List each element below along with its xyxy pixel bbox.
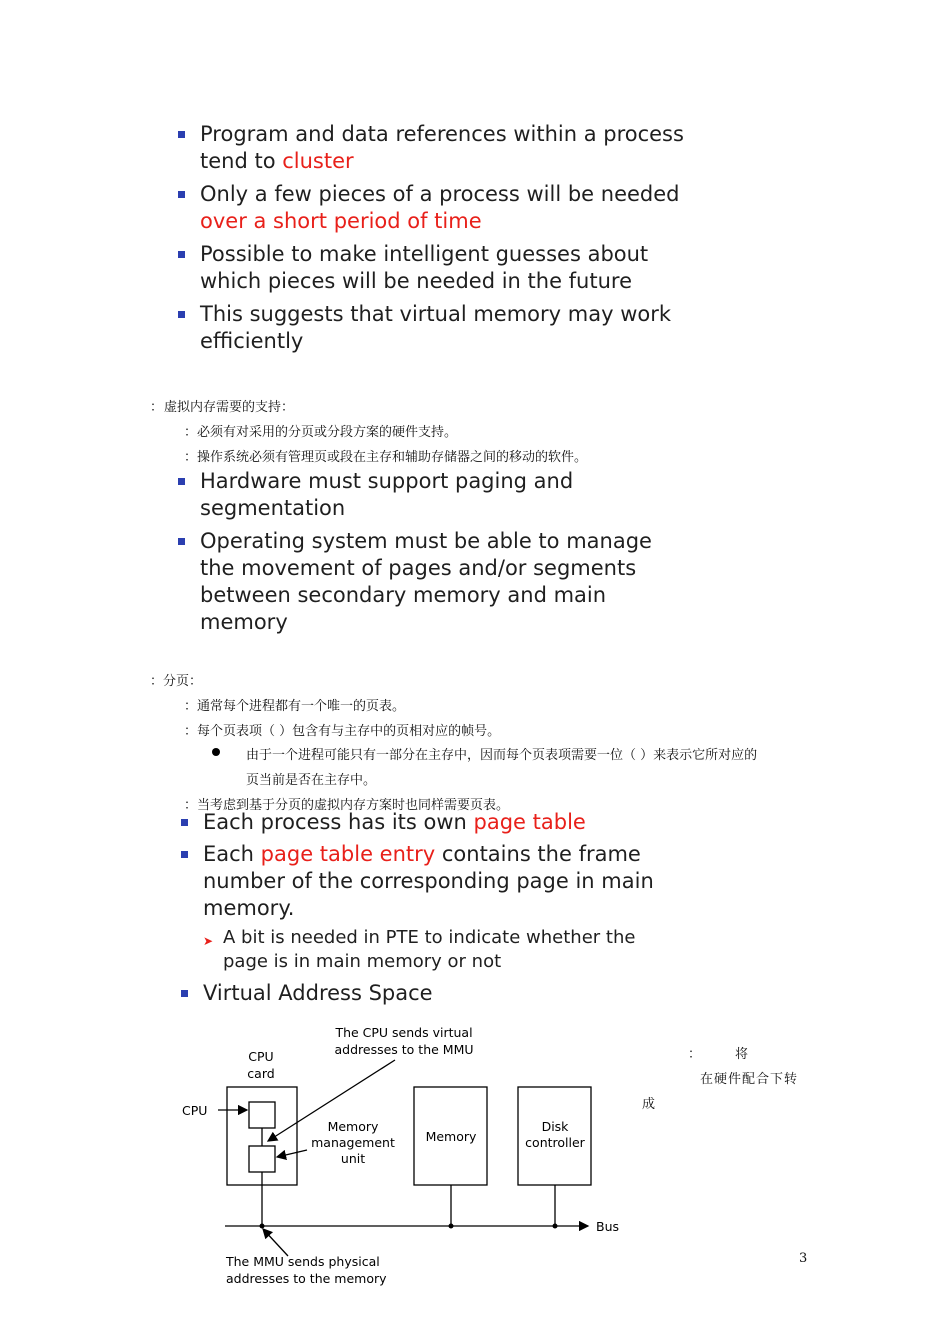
bullet-item [178, 528, 698, 636]
bullet-item [178, 468, 698, 522]
disk-controller-label: controller [525, 1135, 585, 1150]
bullet-item [178, 301, 698, 355]
side-note-mark: ： [688, 1047, 702, 1062]
bullet-item [181, 841, 701, 974]
bullet-text: which pieces will be needed in the future [200, 269, 632, 293]
square-bullet-icon [178, 538, 185, 545]
dot-item-line: 由于一个进程可能只有一部分在主存中，因而每个页表项需要一位（ ）来表示它所对应的 [246, 748, 758, 763]
bullet-text: This suggests that virtual memory may work [200, 302, 672, 326]
bullet-item [178, 181, 698, 235]
sub-bullet-item [203, 926, 701, 974]
square-bullet-icon [178, 131, 185, 138]
square-bullet-icon [178, 478, 185, 485]
square-bullet-icon [181, 819, 188, 826]
bullet-item [178, 121, 698, 175]
square-bullet-icon [178, 311, 185, 318]
mmu-label: Memory [327, 1119, 379, 1134]
slide-excerpt-requirements [178, 468, 698, 636]
bullet-text: efficiently [200, 329, 304, 353]
cpu-card-label: card [247, 1066, 275, 1081]
bullet-text: memory [200, 610, 288, 634]
bullet-text: tend to cluster [200, 149, 354, 173]
bullet-text: Operating system must be able to manage [200, 529, 652, 553]
bullet-text-highlight: over a short period of time [200, 209, 482, 233]
bullet-text: number of the corresponding page in main [203, 869, 654, 893]
section-heading: ：分页： [150, 674, 203, 689]
bottom-note: addresses to the memory [226, 1271, 387, 1286]
square-bullet-icon [181, 990, 188, 997]
bullet-text: Each process has its own page table [203, 810, 586, 834]
bullet-text: memory. [203, 896, 295, 920]
section-item: ：当考虑到基于分页的虚拟内存方案时也同样需要页表。 [184, 798, 510, 813]
cpu-label: CPU [182, 1103, 208, 1118]
bullet-text: Each page table entry contains the frame [203, 842, 641, 866]
square-bullet-icon [178, 191, 185, 198]
bullet-text: Program and data references within a process [200, 122, 684, 146]
bullet-text: Possible to make intelligent guesses about [200, 242, 649, 266]
section-item: ：必须有对采用的分页或分段方案的硬件支持。 [184, 425, 458, 440]
bullet-text: segmentation [200, 496, 346, 520]
bullet-item [181, 809, 701, 836]
sub-bullet-text: A bit is needed in PTE to indicate whether the [223, 927, 636, 948]
section-heading: ：虚拟内存需要的支持： [150, 400, 295, 415]
memory-label: Memory [425, 1129, 477, 1144]
side-note-text: 将 [735, 1047, 749, 1062]
section-item: ：操作系统必须有管理页或段在主存和辅助存储器之间的移动的软件。 [184, 450, 588, 465]
side-note-text: 成 [642, 1097, 656, 1112]
top-note: The CPU sends virtual [335, 1025, 473, 1040]
slide-excerpt-paging [181, 809, 701, 1007]
mmu-label: unit [340, 1151, 366, 1166]
sub-bullet-text: page is in main memory or not [223, 951, 502, 972]
cpu-box [249, 1102, 275, 1128]
bullet-item [178, 241, 698, 295]
bullet-text: between secondary memory and main [200, 583, 607, 607]
bullet-text: Virtual Address Space [203, 981, 433, 1005]
page-number: 3 [799, 1251, 808, 1266]
side-note-text: 在硬件配合下转 [700, 1072, 799, 1087]
bullet-text: the movement of pages and/or segments [200, 556, 637, 580]
mmu-box [249, 1146, 275, 1172]
arrow-bullet-icon: ➤ [203, 934, 214, 948]
round-bullet-icon [212, 748, 220, 756]
disk-controller-label: Disk [541, 1119, 569, 1134]
dot-item-line: 页当前是否在主存中。 [246, 773, 377, 788]
section-item: ：通常每个进程都有一个唯一的页表。 [184, 699, 406, 714]
mmu-diagram [170, 1015, 650, 1300]
bullet-item [181, 980, 701, 1007]
cpu-card-label: CPU [248, 1049, 274, 1064]
section-item: ：每个页表项（ ）包含有与主存中的页相对应的帧号。 [184, 724, 501, 739]
bottom-note: The MMU sends physical [226, 1254, 380, 1269]
mmu-label: management [311, 1135, 395, 1150]
slide-excerpt-locality [178, 121, 698, 355]
square-bullet-icon [181, 851, 188, 858]
square-bullet-icon [178, 251, 185, 258]
bullet-text: Only a few pieces of a process will be needed [200, 182, 680, 206]
bullet-text: Hardware must support paging and [200, 469, 574, 493]
bus-label: Bus [596, 1219, 620, 1234]
top-note: addresses to the MMU [334, 1042, 474, 1057]
